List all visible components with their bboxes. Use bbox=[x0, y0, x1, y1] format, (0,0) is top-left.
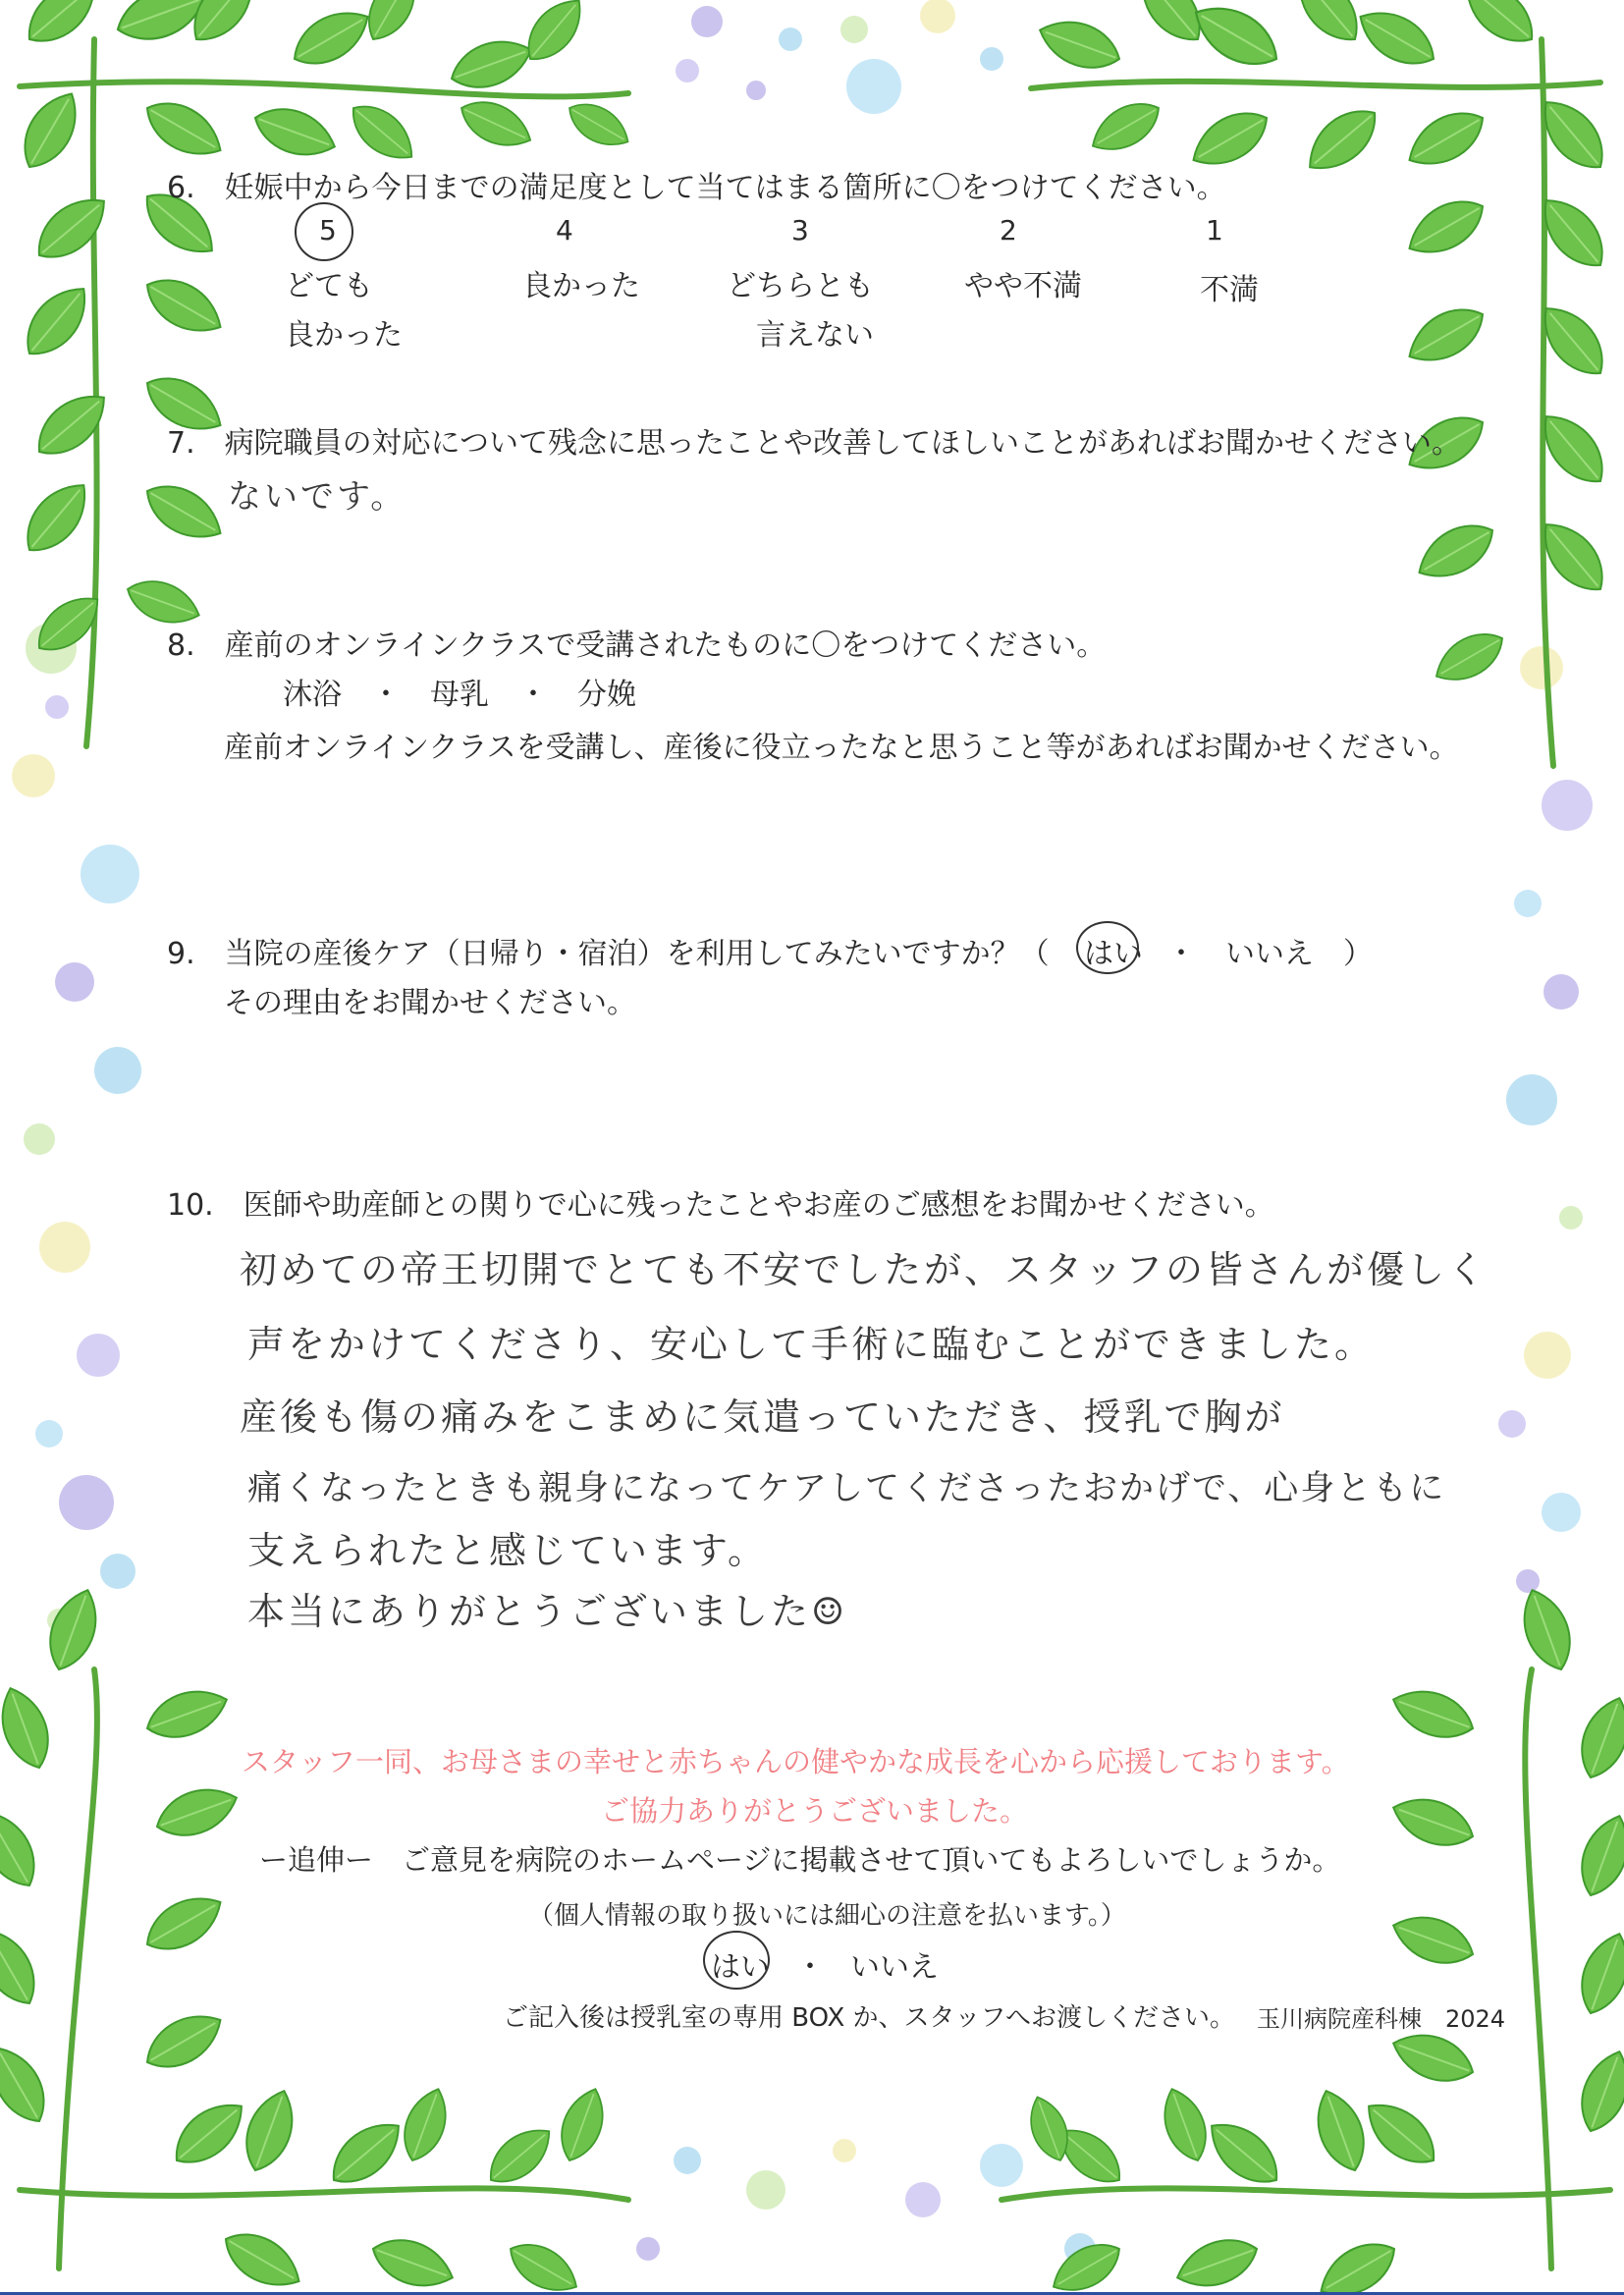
decorative-dot bbox=[45, 695, 69, 719]
leaf bbox=[26, 382, 117, 467]
decorative-dot bbox=[12, 754, 55, 797]
leaf bbox=[1155, 2083, 1216, 2167]
decorative-dot bbox=[59, 1475, 114, 1530]
q9-separator: ・ bbox=[1166, 937, 1196, 971]
decorative-dot bbox=[980, 47, 1003, 71]
leaf bbox=[1571, 1927, 1624, 2020]
q6-option-1-number: 1 bbox=[1206, 214, 1223, 246]
submission-instructions: ご記入後は授乳室の専用 BOX か、スタッフへお渡しください。 bbox=[503, 2003, 1236, 2033]
leaf bbox=[366, 2229, 460, 2295]
q6-option-2-label: やや不満 bbox=[964, 269, 1082, 303]
q6-option-1-label: 不満 bbox=[1200, 273, 1259, 307]
decorative-dot bbox=[1516, 1569, 1540, 1593]
q9-selected-circle bbox=[1076, 921, 1139, 974]
decorative-dot bbox=[77, 1334, 120, 1377]
leaf bbox=[1399, 189, 1493, 266]
leaf bbox=[320, 2110, 411, 2196]
decorative-dot bbox=[35, 1420, 63, 1448]
decorative-dot bbox=[1498, 1410, 1526, 1438]
vine-stem bbox=[20, 82, 628, 96]
leaf bbox=[1311, 2231, 1405, 2295]
leaf bbox=[1386, 1788, 1480, 1856]
q8-class-choices: 沐浴 ・ 母乳 ・ 分娩 bbox=[283, 678, 636, 712]
q6-option-5-label-1: どても bbox=[285, 269, 373, 303]
question-9-label: 9. 当院の産後ケア（日帰り・宿泊）を利用してみたいですか？（ bbox=[167, 937, 1050, 971]
q6-option-5-label-2: 良かった bbox=[285, 318, 403, 353]
leaf bbox=[1513, 1583, 1581, 1676]
q6-option-3-number: 3 bbox=[791, 214, 809, 246]
leaf bbox=[454, 91, 538, 157]
leaf bbox=[0, 2038, 57, 2132]
vine-stem bbox=[1001, 2188, 1610, 2200]
leaf bbox=[562, 93, 636, 156]
leaf bbox=[1428, 623, 1512, 692]
decorative-dot bbox=[746, 2170, 785, 2210]
decorative-dot bbox=[840, 16, 868, 43]
leaf bbox=[136, 90, 231, 168]
decorative-dot bbox=[100, 1554, 135, 1589]
leaf bbox=[140, 1680, 234, 1748]
leaf bbox=[0, 1681, 59, 1775]
decorative-dot bbox=[24, 1123, 55, 1155]
q10-answer-line-2: 声をかけてくださり、安心して手術に臨むことができました。 bbox=[247, 1323, 1376, 1366]
hospital-name-year: 玉川病院産科棟 2024 bbox=[1257, 2005, 1506, 2033]
leaf bbox=[215, 2221, 309, 2295]
leaf bbox=[136, 1885, 231, 1962]
decorative-dot bbox=[833, 2139, 856, 2162]
leaf bbox=[1386, 2024, 1480, 2092]
decorative-dot bbox=[846, 59, 901, 114]
q10-answer-line-6: 本当にありがとうございました☺ bbox=[247, 1590, 848, 1633]
q6-option-4-number: 4 bbox=[556, 214, 573, 246]
leaf bbox=[445, 30, 538, 98]
leaf bbox=[0, 1920, 47, 2014]
decorative-dot bbox=[1514, 890, 1542, 917]
vine-stem bbox=[20, 2188, 628, 2200]
leaf bbox=[150, 1778, 244, 1846]
leaf bbox=[0, 1802, 47, 1896]
decorative-dot bbox=[779, 27, 802, 51]
leaf bbox=[136, 267, 231, 345]
leaf bbox=[516, 0, 594, 71]
q9-sub-question: その理由をお聞かせください。 bbox=[224, 986, 636, 1020]
leaf bbox=[1399, 100, 1493, 178]
decorative-dot bbox=[1520, 646, 1563, 689]
leaf bbox=[479, 2117, 562, 2195]
decorative-dot bbox=[1524, 1332, 1571, 1379]
q10-answer-line-5: 支えられたと感じています。 bbox=[247, 1529, 768, 1572]
leaf bbox=[342, 94, 424, 172]
leaf bbox=[12, 83, 89, 178]
q6-option-2-number: 2 bbox=[1000, 214, 1017, 246]
q6-option-4-label: 良かった bbox=[522, 269, 640, 303]
leaf bbox=[1409, 513, 1503, 590]
decorative-dot bbox=[1542, 780, 1593, 831]
leaf bbox=[1307, 2084, 1375, 2177]
leaf bbox=[1454, 0, 1545, 55]
leaf bbox=[248, 98, 342, 166]
decorative-dot bbox=[636, 2237, 660, 2261]
question-7-label: 7. 病院職員の対応について残念に思ったことや改善してほしいことがあればお聞かせください。 bbox=[167, 426, 1462, 461]
decorative-dot bbox=[920, 0, 955, 33]
q6-option-3-label-1: どちらとも bbox=[727, 269, 874, 303]
leaf bbox=[1084, 92, 1168, 162]
question-8-label: 8. 産前のオンラインクラスで受講されたものに〇をつけてください。 bbox=[167, 628, 1107, 663]
leaf bbox=[1033, 11, 1126, 79]
leaf bbox=[552, 2083, 613, 2167]
cooperation-thanks: ご協力ありがとうございました。 bbox=[601, 1794, 1029, 1828]
q10-answer-line-4: 痛くなったときも親身になってケアしてくださったおかげで、心身ともに bbox=[247, 1469, 1446, 1508]
privacy-note: （個人情報の取り扱いには細心の注意を払います。） bbox=[528, 1901, 1126, 1931]
leaf bbox=[502, 2233, 586, 2295]
leaf bbox=[1350, 0, 1444, 77]
leaf bbox=[163, 2091, 254, 2176]
q6-option-5-number: 5 bbox=[319, 214, 337, 246]
postscript-question: ー追伸ー ご意見を病院のホームページに掲載させて頂いてもよろしいでしょうか。 bbox=[259, 1843, 1341, 1877]
decorative-dot bbox=[94, 1047, 141, 1094]
question-6-label: 6. 妊娠中から今日までの満足度として当てはまる箇所に〇をつけてください。 bbox=[167, 171, 1226, 205]
q6-selected-circle bbox=[295, 202, 353, 261]
q9-yes-option: はい bbox=[1084, 937, 1143, 971]
leaf bbox=[26, 186, 117, 271]
q6-option-3-label-2: 言えない bbox=[756, 318, 874, 353]
leaf bbox=[1399, 297, 1493, 374]
vine-stem bbox=[1525, 1669, 1551, 2268]
decorative-dot bbox=[980, 2144, 1023, 2187]
leaf bbox=[1199, 2110, 1290, 2196]
leaf bbox=[14, 472, 99, 564]
leaf bbox=[284, 0, 378, 77]
leaf bbox=[1571, 1691, 1624, 1784]
postscript-selected-circle bbox=[703, 1931, 770, 1990]
question-10-label: 10. 医師や助産師との関りで心に残ったことやお産のご感想をお聞かせください。 bbox=[167, 1188, 1274, 1223]
decorative-dot bbox=[1506, 1074, 1557, 1125]
decorative-dot bbox=[905, 2182, 941, 2217]
leaf bbox=[1170, 2229, 1264, 2295]
leaf bbox=[1386, 1906, 1480, 1974]
staff-thanks-message: スタッフ一同、お母さまの幸せと赤ちゃんの健やかな成長を心から応援しております。 bbox=[242, 1745, 1350, 1778]
leaf bbox=[1185, 0, 1288, 79]
postscript-separator: ・ bbox=[795, 1950, 825, 1985]
leaf bbox=[136, 473, 231, 551]
decorative-dot bbox=[55, 962, 94, 1002]
leaf bbox=[1297, 97, 1388, 183]
postscript-no-option: いいえ bbox=[850, 1950, 939, 1985]
leaf bbox=[1386, 1680, 1480, 1748]
vine-stem bbox=[86, 39, 97, 746]
leaf bbox=[1356, 2091, 1447, 2176]
decorative-dot bbox=[1559, 1206, 1583, 1229]
decorative-dot bbox=[746, 81, 766, 100]
q7-handwritten-answer: ないです。 bbox=[228, 477, 407, 517]
leaf bbox=[357, 0, 427, 48]
decorative-dot bbox=[1543, 974, 1579, 1010]
decorative-dot bbox=[39, 1222, 90, 1273]
leaf bbox=[39, 1583, 107, 1676]
decorative-dot bbox=[676, 59, 699, 82]
decorative-dot bbox=[691, 6, 723, 37]
leaf bbox=[1571, 2045, 1624, 2138]
leaf bbox=[395, 2083, 456, 2167]
vine-stem bbox=[1031, 82, 1600, 88]
postscript-yes-option: はい bbox=[711, 1950, 770, 1985]
q9-no-option: いいえ ） bbox=[1225, 937, 1373, 971]
leaf bbox=[1285, 0, 1371, 53]
decorative-dot bbox=[674, 2147, 701, 2174]
q10-answer-line-3: 産後も傷の痛みをこまめに気遣っていただき、授乳で胸が bbox=[240, 1395, 1285, 1439]
leaf bbox=[1571, 1809, 1624, 1902]
q8-sub-question: 産前オンラインクラスを受講し、産後に役立ったなと思うこと等があればお聞かせください。 bbox=[224, 731, 1459, 765]
decorative-dot bbox=[81, 845, 139, 903]
leaf bbox=[14, 276, 99, 367]
vine-stem bbox=[59, 1669, 97, 2268]
leaf bbox=[136, 2002, 231, 2080]
q10-answer-line-1: 初めての帝王切開でとても不安でしたが、スタッフの皆さんが優しく bbox=[240, 1248, 1489, 1291]
leaf bbox=[236, 2084, 303, 2177]
decorative-dot bbox=[1542, 1493, 1581, 1532]
